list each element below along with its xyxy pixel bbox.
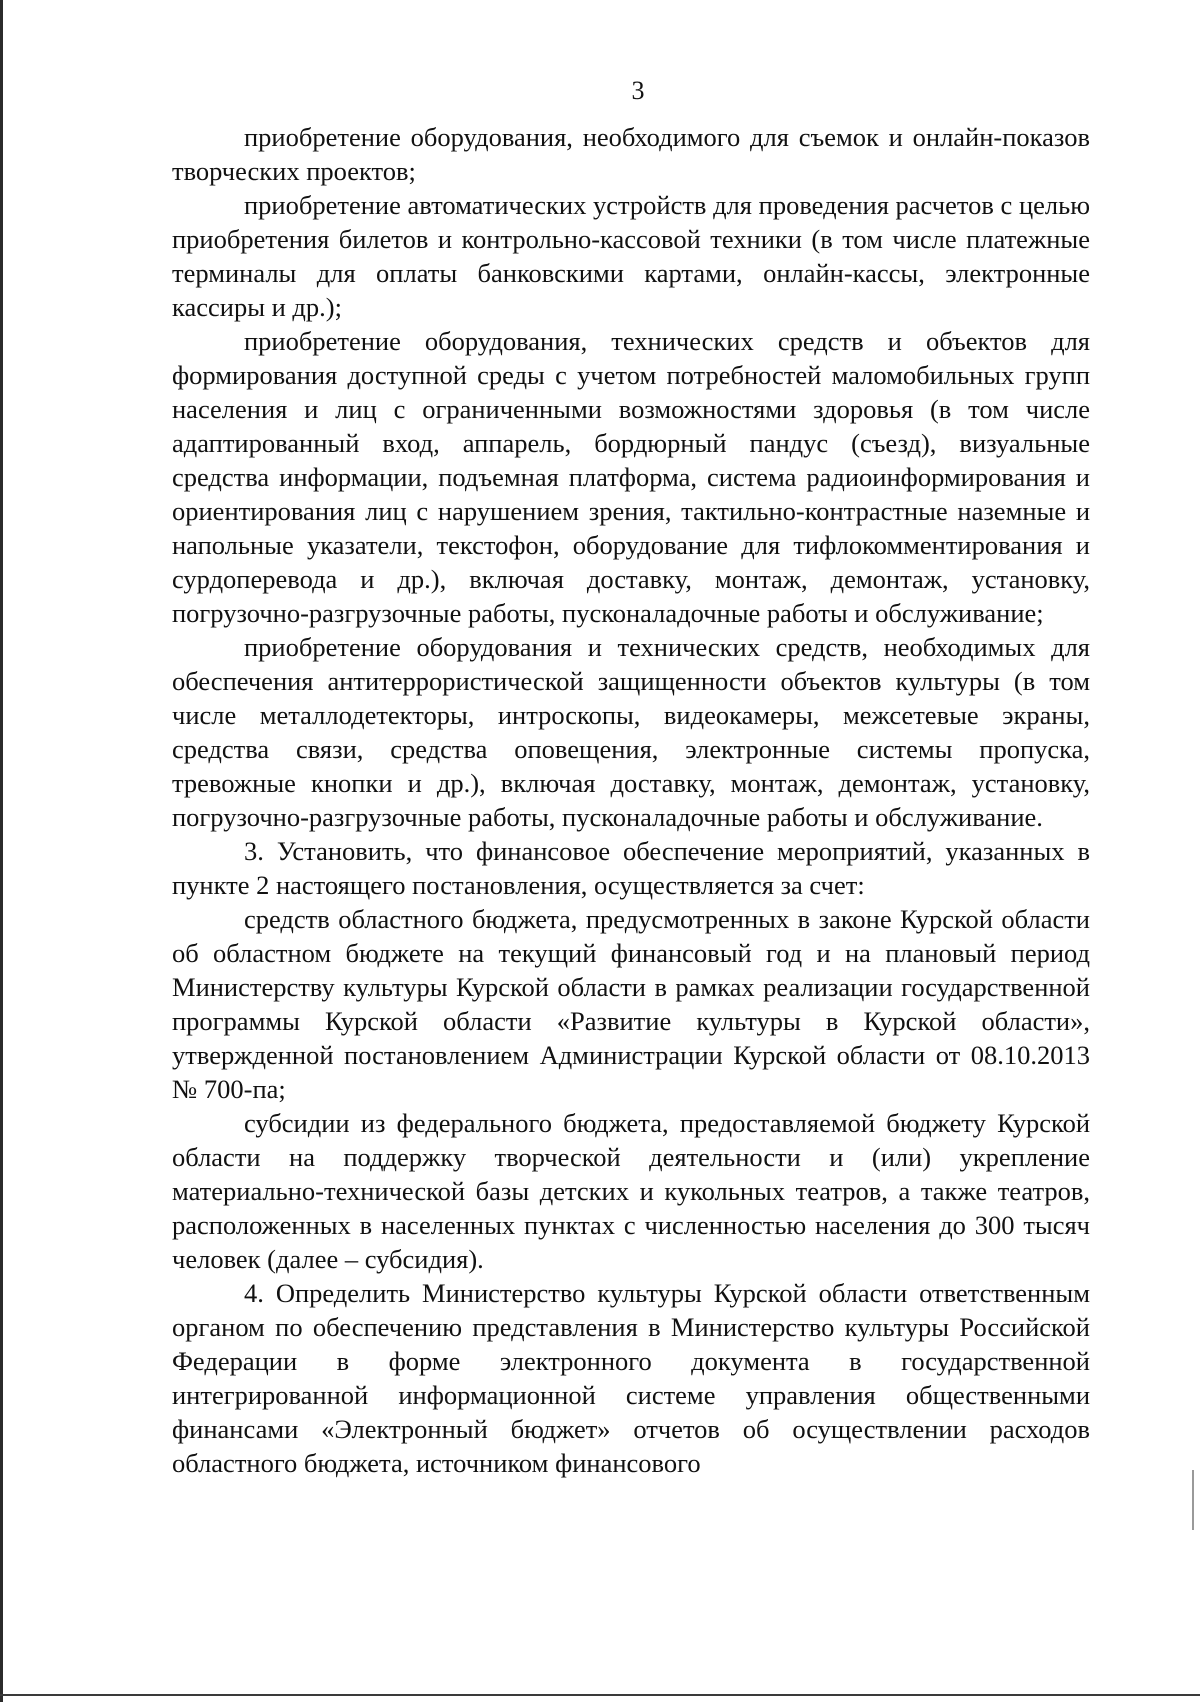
document-body [172,120,1090,1480]
paragraph-accessible-environment: приобретение оборудования, технических средств и объектов для формирования доступной среды с учетом потребностей маломобильных групп населения и лиц с ограниченными возможностями здоровья (в том числе адаптированный вход, аппарель, бордюрный пандус (съезд), визуальные средства информации, подъемная платформа, система радиоинформирования и ориентирования лиц с нарушением зрения, тактильно-контрастные наземные и напольные указатели, текстофон, оборудование для тифлокомментирования и сурдоперевода и др.), включая доставку, монтаж, демонтаж, установку, погрузочно-разгрузочные работы, пусконаладочные работы и обслуживание; [172,326,1090,628]
scan-bottom-border [0,1694,1200,1696]
paragraph-regional-budget: средств областного бюджета, предусмотренных в законе Курской области об областном бюджете на текущий финансовый год и на плановый период Министерству культуры Курской области в рамках реализации государственной программы Курской области «Развитие культуры в Курской области», утвержденной постановлением Администрации Курской области от 08.10.2013 № 700-па; [172,904,1090,1104]
paragraph-item-4-responsible-body: 4. Определить Министерство культуры Курской области ответственным органом по обеспечению представления в Министерство культуры Российской Федерации в форме электронного документа в государственной интегрированной информационной системе управления общественными финансами «Электронный бюджет» отчетов об осуществлении расходов областного бюджета, источником финансового [172,1278,1090,1478]
paragraph-federal-subsidy: субсидии из федерального бюджета, предоставляемой бюджету Курской области на поддержку творческой деятельности и (или) укрепление материально-технической базы детских и кукольных театров, а также театров, расположенных в населенных пунктах с численностью населения до 300 тысяч человек (далее – субсидия). [172,1108,1090,1274]
scan-left-border [0,0,3,1702]
paragraph-equipment-filming: приобретение оборудования, необходимого для съемок и онлайн-показов творческих проектов; [172,122,1090,186]
paragraph-payment-devices: приобретение автоматических устройств для проведения расчетов с целью приобретения билетов и контрольно-кассовой техники (в том числе платежные терминалы для оплаты банковскими картами, онлайн-кассы, электронные кассиры и др.); [172,190,1090,322]
page-number: 3 [631,76,645,105]
scan-right-mark [1192,1470,1194,1530]
paragraph-antiterrorist-security: приобретение оборудования и технических средств, необходимых для обеспечения антитеррористической защищенности объектов культуры (в том числе металлодетекторы, интроскопы, видеокамеры, межсетевые экраны, средства связи, средства оповещения, электронные системы пропуска, тревожные кнопки и др.), включая доставку, монтаж, демонтаж, установку, погрузочно-разгрузочные работы, пусконаладочные работы и обслуживание. [172,632,1090,832]
paragraph-item-3-financing: 3. Установить, что финансовое обеспечение мероприятий, указанных в пункте 2 настоящего постановления, осуществляется за счет: [172,836,1090,900]
